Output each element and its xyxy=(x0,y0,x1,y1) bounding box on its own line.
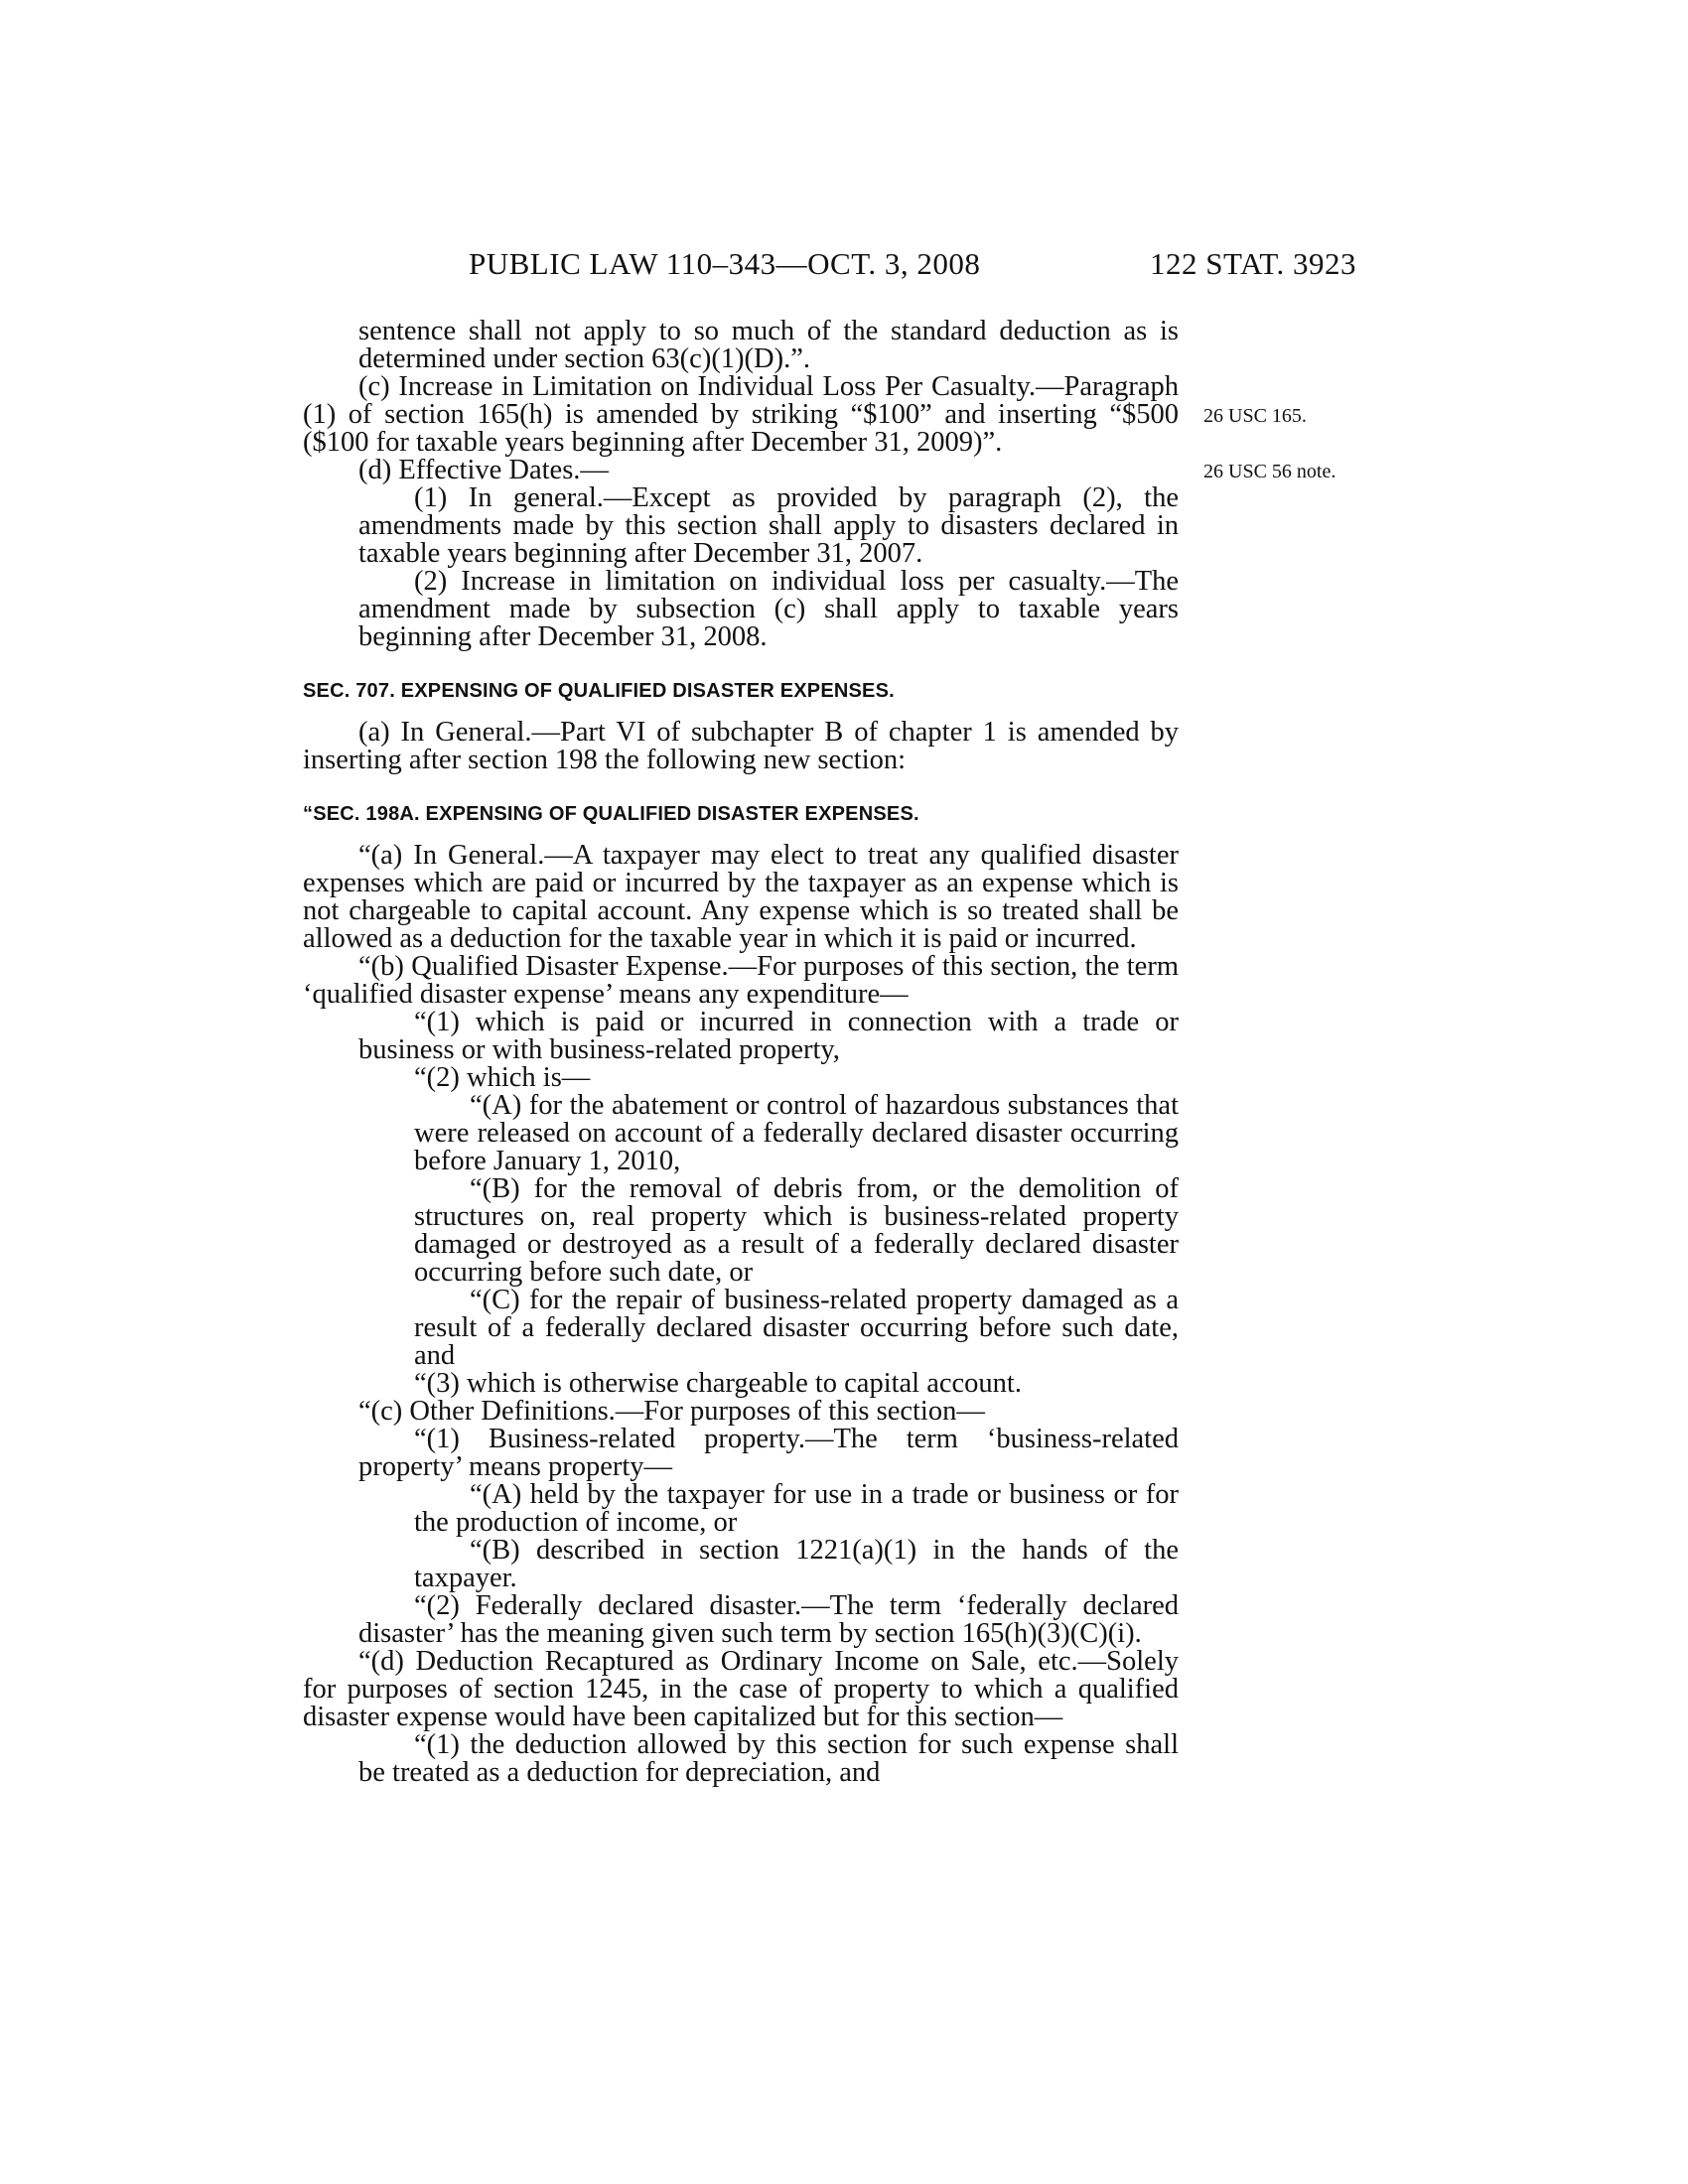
paragraph-d-2: (2) Increase in limitation on individual loss per casualty.—The amendment made by subsection (c) shall apply to taxable years beginning after December 31, 2008. xyxy=(358,566,1179,652)
margin-note-usc-165: 26 USC 165. xyxy=(1203,405,1307,427)
paragraph-d-1: (1) In general.—Except as provided by paragraph (2), the amendments made by this section shall apply to disasters declared in taxable years beginning after December 31, 2007. xyxy=(358,482,1179,569)
paragraph-198a-d-1: “(1) the deduction allowed by this section for such expense shall be treated as a deduction for depreciation, and xyxy=(358,1729,1179,1788)
paragraph-198a-b-2-C: “(C) for the repair of business-related property damaged as a result of a federally declared disaster occurring before such date, and xyxy=(414,1285,1179,1371)
paragraph-198a-c-1-B: “(B) described in section 1221(a)(1) in the hands of the taxpayer. xyxy=(414,1535,1179,1593)
paragraph-198a-b-2: “(2) which is— xyxy=(414,1062,591,1093)
paragraph-198a-c-1-A: “(A) held by the taxpayer for use in a trade or business or for the production of income, or xyxy=(414,1479,1179,1538)
paragraph-198a-b-1: “(1) which is paid or incurred in connection with a trade or business or with business-related property, xyxy=(358,1007,1179,1065)
paragraph-707-a: (a) In General.—Part VI of subchapter B of chapter 1 is amended by inserting after section 198 the following new section: xyxy=(303,717,1179,775)
paragraph-198a-a: “(a) In General.—A taxpayer may elect to treat any qualified disaster expenses which are paid or incurred by the taxpayer as an expense which is not chargeable to capital account. Any expense which is so treated shall be allowed as a deduction for the taxable year in which it is paid or incurred. xyxy=(303,840,1179,954)
running-header-title: PUBLIC LAW 110–343—OCT. 3, 2008 xyxy=(469,246,981,281)
paragraph-198a-b-2-A: “(A) for the abatement or control of hazardous substances that were released on account of a federally declared disaster occurring before January 1, 2010, xyxy=(414,1090,1179,1176)
paragraph-sec-d: (d) Effective Dates.— xyxy=(358,455,609,485)
margin-note-usc-56: 26 USC 56 note. xyxy=(1203,461,1336,482)
paragraph-198a-b-2-B: “(B) for the removal of debris from, or the demolition of structures on, real property which is business-related property damaged or destroyed as a result of a federally declared disaster occurring before such date, or xyxy=(414,1173,1179,1288)
paragraph-198a-d: “(d) Deduction Recaptured as Ordinary Income on Sale, etc.—Solely for purposes of section 1245, in the case of property to which a qualified disaster expense would have been capitalized but for this section— xyxy=(303,1646,1179,1732)
paragraph-198a-b: “(b) Qualified Disaster Expense.—For purposes of this section, the term ‘qualified disaster expense’ means any expenditure— xyxy=(303,951,1179,1010)
section-heading-707: SEC. 707. EXPENSING OF QUALIFIED DISASTER EXPENSES. xyxy=(303,680,895,702)
section-heading-198a: “SEC. 198A. EXPENSING OF QUALIFIED DISASTER EXPENSES. xyxy=(303,803,919,825)
paragraph-198a-c: “(c) Other Definitions.—For purposes of this section— xyxy=(358,1396,985,1427)
paragraph-sec-c: (c) Increase in Limitation on Individual Loss Per Casualty.—Paragraph (1) of section 165(h) is amended by striking “$100” and inserting “$500 ($100 for taxable years beginning after December 31, 2009)”. xyxy=(303,371,1179,458)
paragraph-198a-c-1: “(1) Business-related property.—The term ‘business-related property’ means property— xyxy=(358,1424,1179,1482)
paragraph-198a-c-2: “(2) Federally declared disaster.—The term ‘federally declared disaster’ has the meaning given such term by section 165(h)(3)(C)(i). xyxy=(358,1590,1179,1649)
paragraph-198a-b-3: “(3) which is otherwise chargeable to capital account. xyxy=(414,1368,1022,1399)
page-citation: 122 STAT. 3923 xyxy=(1150,246,1357,281)
paragraph-continuation: sentence shall not apply to so much of the standard deduction as is determined under section 63(c)(1)(D).”. xyxy=(358,316,1179,374)
statute-body xyxy=(303,318,1179,1787)
